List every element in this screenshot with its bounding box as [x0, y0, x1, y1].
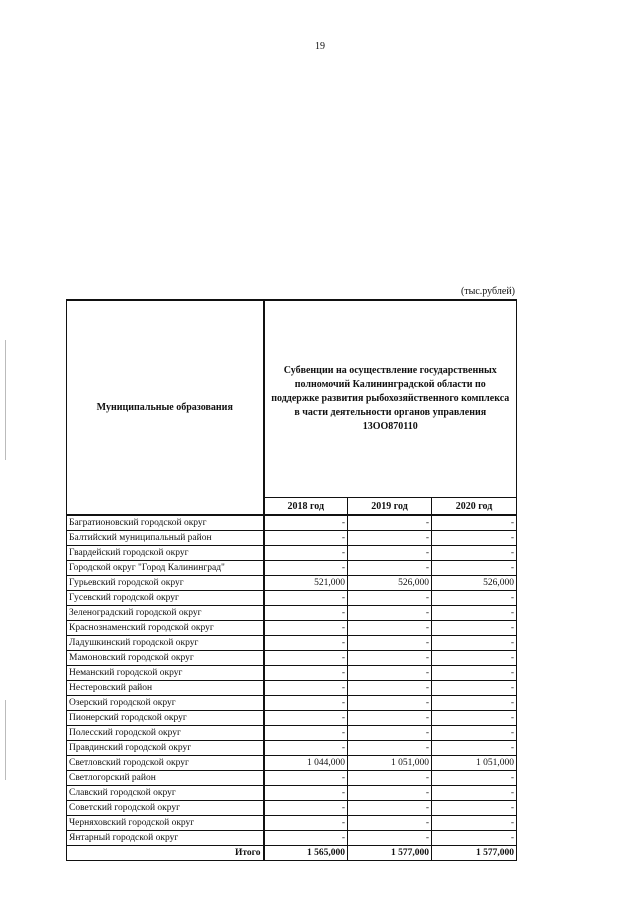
municipality-name: Нестеровский район	[67, 681, 264, 696]
value-2019: -	[348, 561, 432, 576]
municipality-name: Пионерский городской округ	[67, 711, 264, 726]
value-2018: -	[264, 621, 348, 636]
table-row	[67, 801, 517, 816]
year-header-2019: 2019 год	[348, 498, 432, 516]
value-2019: -	[348, 546, 432, 561]
municipality-name: Правдинский городской округ	[67, 741, 264, 756]
table-row	[67, 515, 517, 531]
value-2018: -	[264, 606, 348, 621]
value-2020: -	[432, 696, 517, 711]
table-row	[67, 621, 517, 636]
value-2018: -	[264, 515, 348, 531]
subventions-table	[66, 299, 517, 861]
value-2019: -	[348, 621, 432, 636]
table-row	[67, 651, 517, 666]
municipality-name: Полесский городской округ	[67, 726, 264, 741]
municipality-name: Багратионовский городской округ	[67, 515, 264, 531]
value-2018: -	[264, 771, 348, 786]
table-row	[67, 666, 517, 681]
total-2018: 1 565,000	[264, 846, 348, 861]
value-2020: -	[432, 786, 517, 801]
municipality-name: Зеленоградский городской округ	[67, 606, 264, 621]
table-row	[67, 696, 517, 711]
municipality-name: Городской округ "Город Калининград"	[67, 561, 264, 576]
table-row	[67, 561, 517, 576]
value-2020: -	[432, 651, 517, 666]
value-2018: -	[264, 726, 348, 741]
table-row	[67, 756, 517, 771]
table-row	[67, 636, 517, 651]
units-note: (тыс.рублей)	[460, 286, 515, 297]
municipality-name: Краснознаменский городской округ	[67, 621, 264, 636]
value-2019: -	[348, 726, 432, 741]
value-2019: -	[348, 651, 432, 666]
value-2019: -	[348, 636, 432, 651]
value-2018: -	[264, 591, 348, 606]
value-2018: 1 044,000	[264, 756, 348, 771]
table-row	[67, 591, 517, 606]
municipality-name: Балтийский муниципальный район	[67, 531, 264, 546]
table-row	[67, 816, 517, 831]
municipality-header: Муниципальные образования	[67, 300, 264, 515]
value-2018: -	[264, 816, 348, 831]
municipality-name: Гурьевский городской округ	[67, 576, 264, 591]
municipality-name: Гусевский городской округ	[67, 591, 264, 606]
municipality-name: Светловский городской округ	[67, 756, 264, 771]
total-label: Итого	[67, 846, 264, 861]
municipality-name: Озерский городской округ	[67, 696, 264, 711]
subvention-header: Субвенции на осуществление государственных полномочий Калининградской области по поддержке развития рыбохозяйственного комплекса в части деятельности органов управления 13OO870110	[264, 300, 517, 498]
value-2018: -	[264, 561, 348, 576]
page-number: 19	[315, 41, 325, 52]
municipality-name: Ладушкинский городской округ	[67, 636, 264, 651]
value-2020: -	[432, 546, 517, 561]
header-row	[67, 300, 517, 498]
table-row	[67, 681, 517, 696]
table-row	[67, 531, 517, 546]
value-2020: -	[432, 711, 517, 726]
table-row	[67, 606, 517, 621]
total-row	[67, 846, 517, 861]
municipality-name: Гвардейский городской округ	[67, 546, 264, 561]
table-row	[67, 546, 517, 561]
value-2018: 521,000	[264, 576, 348, 591]
value-2019: -	[348, 741, 432, 756]
value-2020: -	[432, 726, 517, 741]
municipality-name: Черняховский городской округ	[67, 816, 264, 831]
municipality-name: Славский городской округ	[67, 786, 264, 801]
value-2018: -	[264, 741, 348, 756]
value-2018: -	[264, 711, 348, 726]
value-2019: -	[348, 696, 432, 711]
value-2020: -	[432, 591, 517, 606]
municipality-name: Янтарный городской округ	[67, 831, 264, 846]
value-2019: -	[348, 816, 432, 831]
value-2019: -	[348, 666, 432, 681]
value-2018: -	[264, 696, 348, 711]
value-2019: -	[348, 681, 432, 696]
value-2018: -	[264, 786, 348, 801]
year-header-2018: 2018 год	[264, 498, 348, 516]
municipality-name: Мамоновский городской округ	[67, 651, 264, 666]
table-row	[67, 741, 517, 756]
value-2020: -	[432, 561, 517, 576]
value-2020: 526,000	[432, 576, 517, 591]
total-2019: 1 577,000	[348, 846, 432, 861]
table-row	[67, 771, 517, 786]
value-2018: -	[264, 531, 348, 546]
value-2019: 526,000	[348, 576, 432, 591]
value-2020: -	[432, 621, 517, 636]
municipality-name: Светлогорский район	[67, 771, 264, 786]
value-2020: -	[432, 666, 517, 681]
value-2018: -	[264, 666, 348, 681]
value-2019: -	[348, 711, 432, 726]
table-row	[67, 786, 517, 801]
value-2020: -	[432, 515, 517, 531]
value-2020: -	[432, 801, 517, 816]
value-2020: -	[432, 831, 517, 846]
table-row	[67, 726, 517, 741]
value-2019: -	[348, 606, 432, 621]
value-2018: -	[264, 681, 348, 696]
value-2018: -	[264, 651, 348, 666]
scan-edge-mark	[5, 340, 6, 460]
value-2019: -	[348, 591, 432, 606]
value-2020: -	[432, 681, 517, 696]
value-2020: 1 051,000	[432, 756, 517, 771]
table-row	[67, 831, 517, 846]
value-2020: -	[432, 741, 517, 756]
value-2019: -	[348, 531, 432, 546]
total-2020: 1 577,000	[432, 846, 517, 861]
value-2018: -	[264, 801, 348, 816]
value-2018: -	[264, 831, 348, 846]
value-2019: -	[348, 831, 432, 846]
table-row	[67, 711, 517, 726]
value-2020: -	[432, 606, 517, 621]
table-row	[67, 576, 517, 591]
value-2018: -	[264, 546, 348, 561]
value-2019: -	[348, 801, 432, 816]
value-2019: -	[348, 515, 432, 531]
value-2020: -	[432, 531, 517, 546]
municipality-name: Советский городской округ	[67, 801, 264, 816]
value-2019: -	[348, 771, 432, 786]
value-2020: -	[432, 816, 517, 831]
value-2018: -	[264, 636, 348, 651]
value-2020: -	[432, 636, 517, 651]
value-2020: -	[432, 771, 517, 786]
scan-edge-mark	[5, 700, 6, 780]
year-header-2020: 2020 год	[432, 498, 517, 516]
value-2019: 1 051,000	[348, 756, 432, 771]
value-2019: -	[348, 786, 432, 801]
municipality-name: Неманский городской округ	[67, 666, 264, 681]
